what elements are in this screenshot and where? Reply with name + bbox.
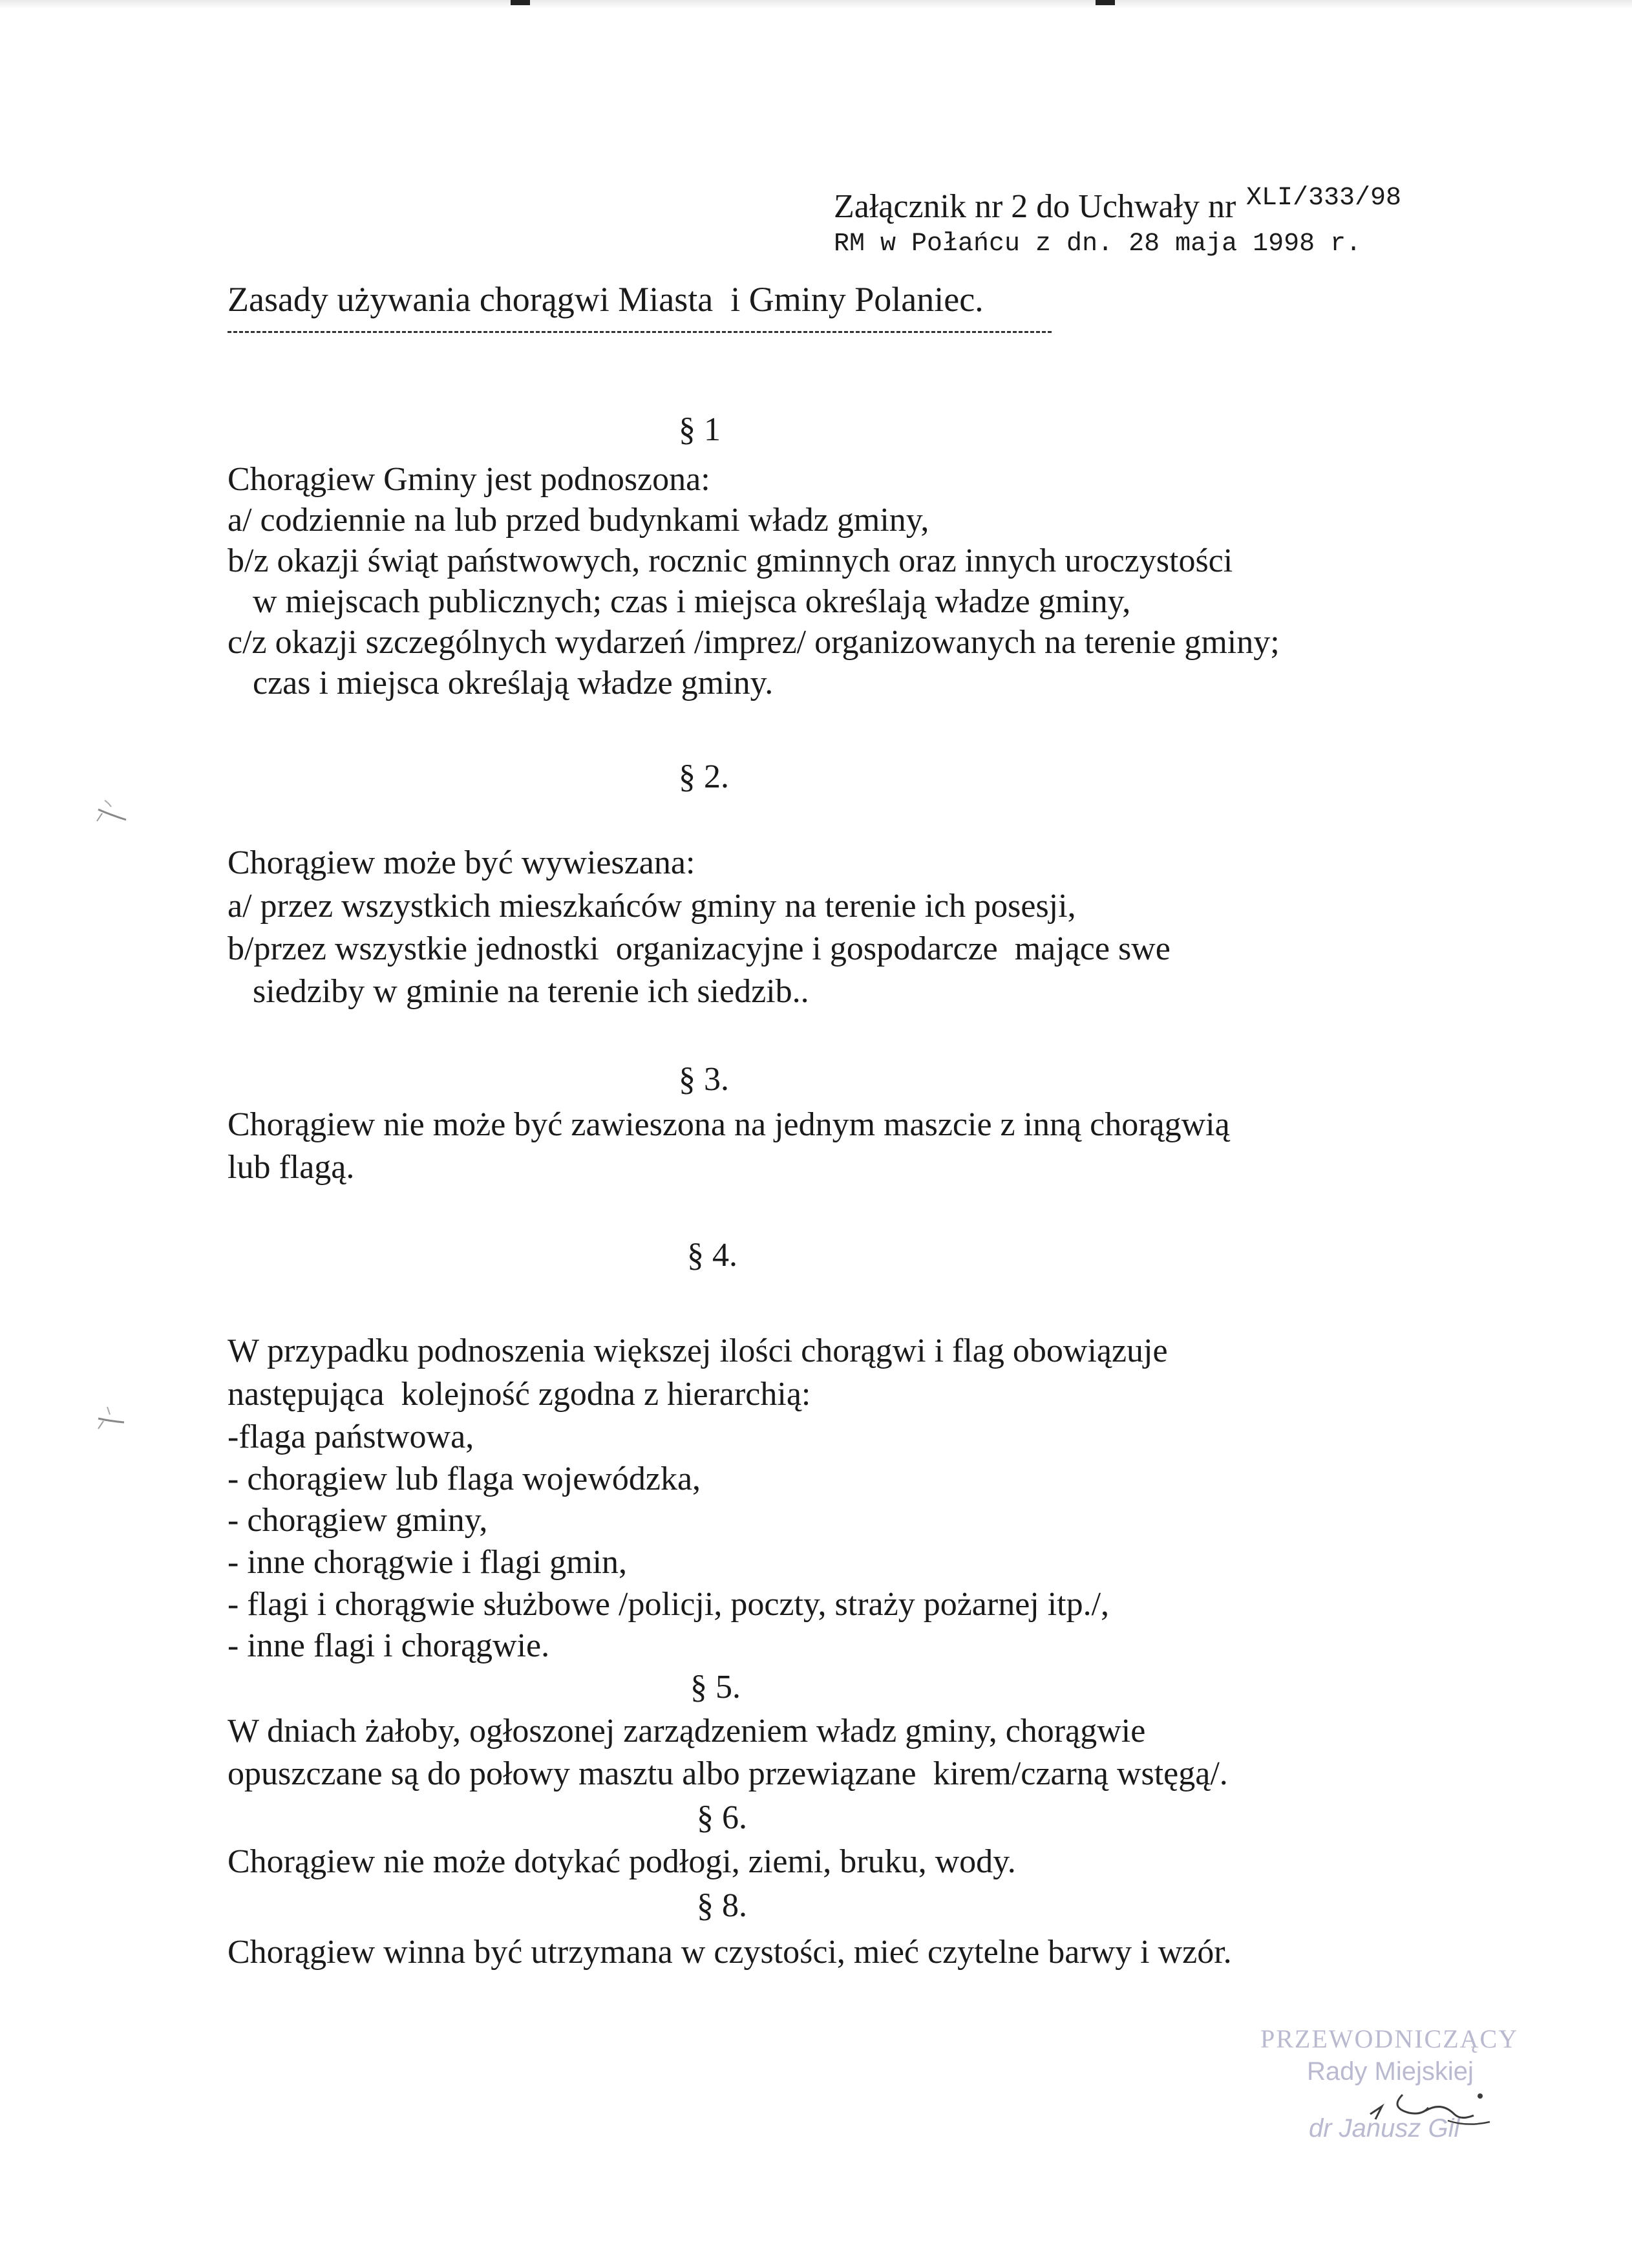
- section-line: - flagi i chorągwie służbowe /policji, poczty, straży pożarnej itp./,: [228, 1586, 1110, 1623]
- section-line: - inne chorągwie i flagi gmin,: [228, 1544, 628, 1581]
- section-line: w miejscach publicznych; czas i miejsca określają władze gminy,: [228, 583, 1131, 620]
- section-line: Chorągiew nie może dotykać podłogi, ziemi, bruku, wody.: [228, 1843, 1016, 1880]
- section-line: b/przez wszystkie jednostki organizacyjne i gospodarcze mające swe: [228, 930, 1171, 967]
- section-line: - chorągiew lub flaga wojewódzka,: [228, 1460, 701, 1497]
- section-line: Chorągiew winna być utrzymana w czystości, mieć czytelne barwy i wzór.: [228, 1934, 1232, 1971]
- section-line: W przypadku podnoszenia większej ilości chorągwi i flag obowiązuje: [228, 1332, 1168, 1369]
- section-mark: § 2.: [679, 758, 729, 795]
- section-mark: § 4.: [687, 1237, 737, 1274]
- stamp-title: PRZEWODNICZĄCY: [1260, 2024, 1519, 2053]
- section-mark: § 5.: [690, 1669, 741, 1706]
- section-line: następująca kolejność zgodna z hierarchią:: [228, 1376, 811, 1413]
- stamp-council: Rady Miejskiej: [1307, 2057, 1474, 2086]
- section-line: - chorągiew gminy,: [228, 1502, 488, 1539]
- section-line: lub flagą.: [228, 1149, 355, 1186]
- section-line: czas i miejsca określają władze gminy.: [228, 665, 774, 701]
- section-line: - inne flagi i chorągwie.: [228, 1627, 550, 1664]
- section-line: a/ codziennie na lub przed budynkami władz gminy,: [228, 502, 929, 539]
- section-line: c/z okazji szczególnych wydarzeń /imprez/ organizowanych na terenie gminy;: [228, 624, 1280, 661]
- section-line: b/z okazji świąt państwowych, rocznic gminnych oraz innych uroczystości: [228, 542, 1233, 579]
- section-mark: § 1: [679, 411, 721, 448]
- resolution-number: XLI/333/98: [1246, 184, 1402, 213]
- scan-mark: [511, 0, 530, 5]
- section-line: Chorągiew Gminy jest podnoszona:: [228, 461, 710, 498]
- section-line: Chorągiew może być wywieszana:: [228, 844, 695, 881]
- margin-tick-mark: [90, 795, 136, 834]
- scan-mark: [1096, 0, 1115, 5]
- section-mark: § 6.: [697, 1799, 747, 1836]
- section-mark: § 8.: [697, 1887, 747, 1924]
- section-line: -flaga państwowa,: [228, 1418, 474, 1455]
- section-line: opuszczane są do połowy masztu albo przewiązane kirem/czarną wstęgą/.: [228, 1755, 1228, 1792]
- attachment-label: Załącznik nr 2 do Uchwały nr: [834, 188, 1236, 225]
- margin-tick-mark: [90, 1403, 136, 1442]
- section-line: W dniach żałoby, ogłoszonej zarządzeniem władz gminy, chorągwie: [228, 1713, 1146, 1749]
- chairman-stamp: [1247, 2024, 1596, 2143]
- section-mark: § 3.: [679, 1061, 729, 1098]
- handwritten-signature: [1351, 2082, 1506, 2140]
- title-divider: [228, 331, 1052, 333]
- section-line: siedziby w gminie na terenie ich siedzib..: [228, 973, 809, 1010]
- section-line: Chorągiew nie może być zawieszona na jednym maszcie z inną chorągwią: [228, 1106, 1230, 1143]
- council-line: RM w Połańcu z dn. 28 maja 1998 r.: [834, 230, 1362, 259]
- document-title: Zasady używania chorągwi Miasta i Gminy Polaniec.: [228, 280, 984, 319]
- scan-top-edge: [0, 0, 1632, 9]
- section-line: a/ przez wszystkich mieszkańców gminy na terenie ich posesji,: [228, 888, 1076, 925]
- stamp-name: dr Janusz Gil: [1309, 2114, 1460, 2143]
